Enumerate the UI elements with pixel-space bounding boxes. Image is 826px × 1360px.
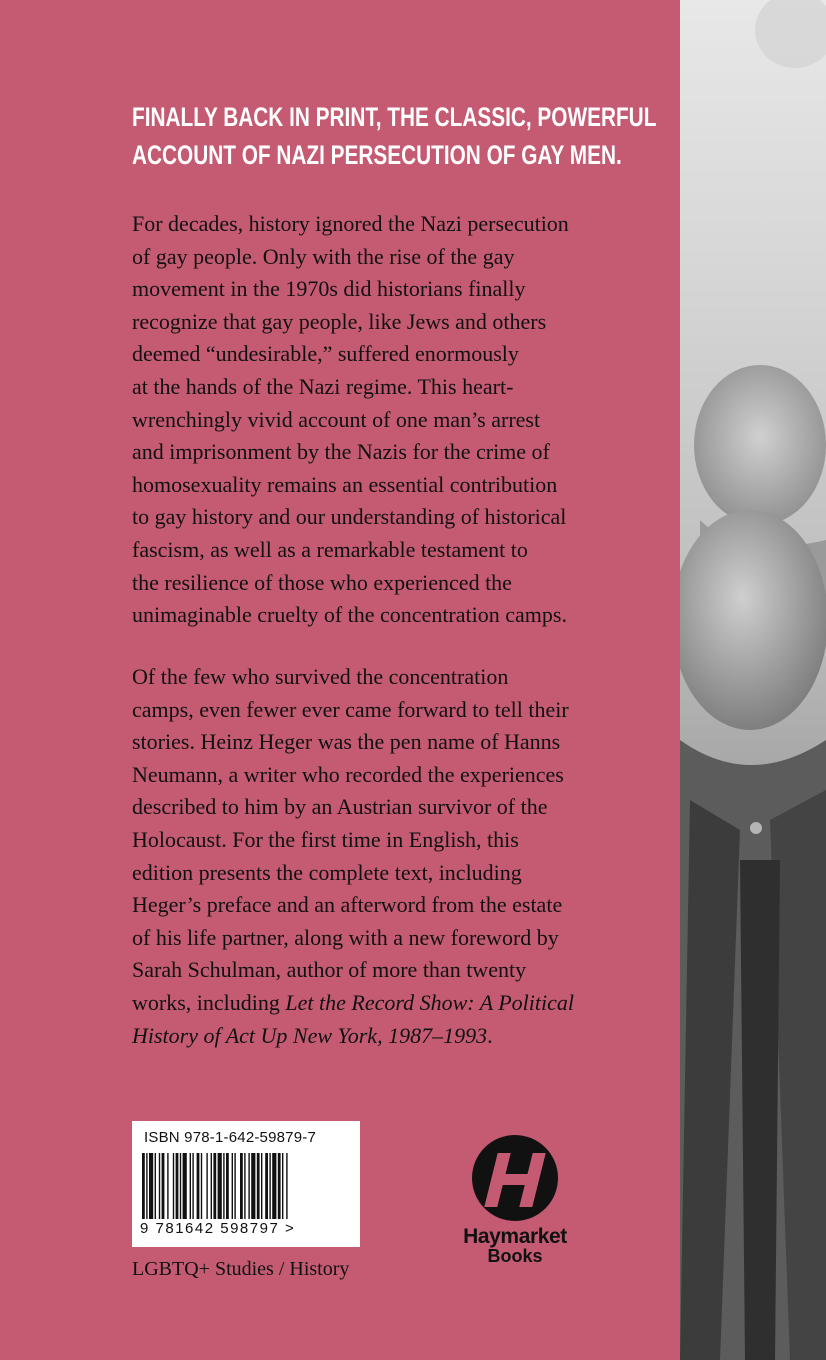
barcode-bar [223,1153,224,1219]
publisher-name: Haymarket [463,1225,567,1248]
blurb-line: at the hands of the Nazi regime. This heart- [132,373,514,399]
blurb-line: camps, even fewer ever came forward to tell their [132,696,569,722]
blurb-line: of his life partner, along with a new foreword by [132,924,559,950]
blurb-paragraph-1 [132,208,652,632]
barcode-bar [251,1153,255,1219]
blurb-text: . [487,1022,493,1048]
barcode-bar [159,1153,160,1219]
barcode-bar [244,1153,245,1219]
blurb-line: and imprisonment by the Nazis for the crime of [132,439,550,465]
cover-photo-strip [680,0,826,1360]
headline-line-1: FINALLY BACK IN PRINT, THE CLASSIC, POWERFUL [132,102,657,132]
category-label: LGBTQ+ Studies / History [132,1258,350,1280]
barcode-bar [167,1153,168,1219]
blurb-line: movement in the 1970s did historians finally [132,276,526,302]
barcode-image [142,1153,350,1219]
barcode-bar [206,1153,207,1219]
isbn-barcode-box [132,1121,360,1247]
blurb-line: deemed “undesirable,” suffered enormously [132,341,519,367]
book-title-italic: Let the Record Show: A Political [285,989,575,1015]
blurb-text: works, including [132,989,286,1015]
blurb-line: unimaginable cruelty of the concentration camps. [132,602,567,628]
blurb-line: recognize that gay people, like Jews and others [132,308,547,334]
blurb-line: to gay history and our understanding of historical [132,504,567,530]
barcode-bar [192,1153,193,1219]
barcode-bar [149,1153,153,1219]
barcode-bar [232,1153,233,1219]
barcode-bar [286,1153,287,1219]
blurb-line: Heger’s preface and an afterword from the estate [132,892,563,918]
barcode-digits: 9 781642 598797 > [140,1220,296,1237]
blurb-line: Holocaust. For the first time in English, this [132,826,519,852]
haymarket-h-icon [471,1134,559,1222]
barcode-bar [248,1153,249,1219]
headline [132,98,657,174]
blurb-line: homosexuality remains an essential contribution [132,471,558,497]
barcode-bar [201,1153,202,1219]
barcode-bar [234,1153,235,1219]
barcode-bar [146,1153,147,1219]
book-title-italic: History of Act Up New York, 1987–1993 [132,1022,488,1048]
barcode-bar [226,1153,229,1219]
isbn-label: ISBN 978-1-642-59879-7 [144,1129,317,1146]
blurb-line [132,987,652,1020]
barcode-bar [176,1153,179,1219]
barcode-bar [265,1153,268,1219]
barcode-bar [183,1153,187,1219]
barcode-bar [162,1153,165,1219]
publisher-subtitle: Books [487,1246,543,1266]
barcode-bar [197,1153,200,1219]
blurb-line: Neumann, a writer who recorded the experiences [132,761,564,787]
barcode-bar [269,1153,270,1219]
headline-line-2: ACCOUNT OF NAZI PERSECUTION OF GAY MEN. [132,140,622,170]
barcode-bar [142,1153,145,1219]
barcode-bar [211,1153,212,1219]
blurb-line: For decades, history ignored the Nazi persecution [132,211,569,236]
publisher-logo [450,1134,580,1269]
barcode-bar [257,1153,260,1219]
blurb-line: Sarah Schulman, author of more than twenty [132,957,527,983]
blurb-line: described to him by an Austrian survivor of the [132,794,548,820]
photo-figures [680,0,826,1360]
blurb-line [132,1020,652,1053]
blurb-paragraph-2 [132,661,652,1052]
barcode-bar [218,1153,222,1219]
barcode-bar [282,1153,283,1219]
blurb-line: wrenchingly vivid account of one man’s arrest [132,406,541,432]
barcode-bar [155,1153,156,1219]
blurb-line: fascism, as well as a remarkable testament to [132,536,528,562]
blurb-line: Of the few who survived the concentration [132,664,509,689]
barcode-bar [261,1153,262,1219]
blurb-line: stories. Heinz Heger was the pen name of Hanns [132,729,561,755]
barcode-bar [213,1153,216,1219]
barcode-bar [180,1153,181,1219]
blurb-line: edition presents the complete text, including [132,859,522,885]
barcode-bar [278,1153,281,1219]
barcode-bar [272,1153,276,1219]
barcode-bar [240,1153,243,1219]
blurb-line: the resilience of those who experienced the [132,569,512,595]
barcode-bar [173,1153,174,1219]
blurb-line: of gay people. Only with the rise of the gay [132,243,515,269]
barcode-bar [190,1153,191,1219]
